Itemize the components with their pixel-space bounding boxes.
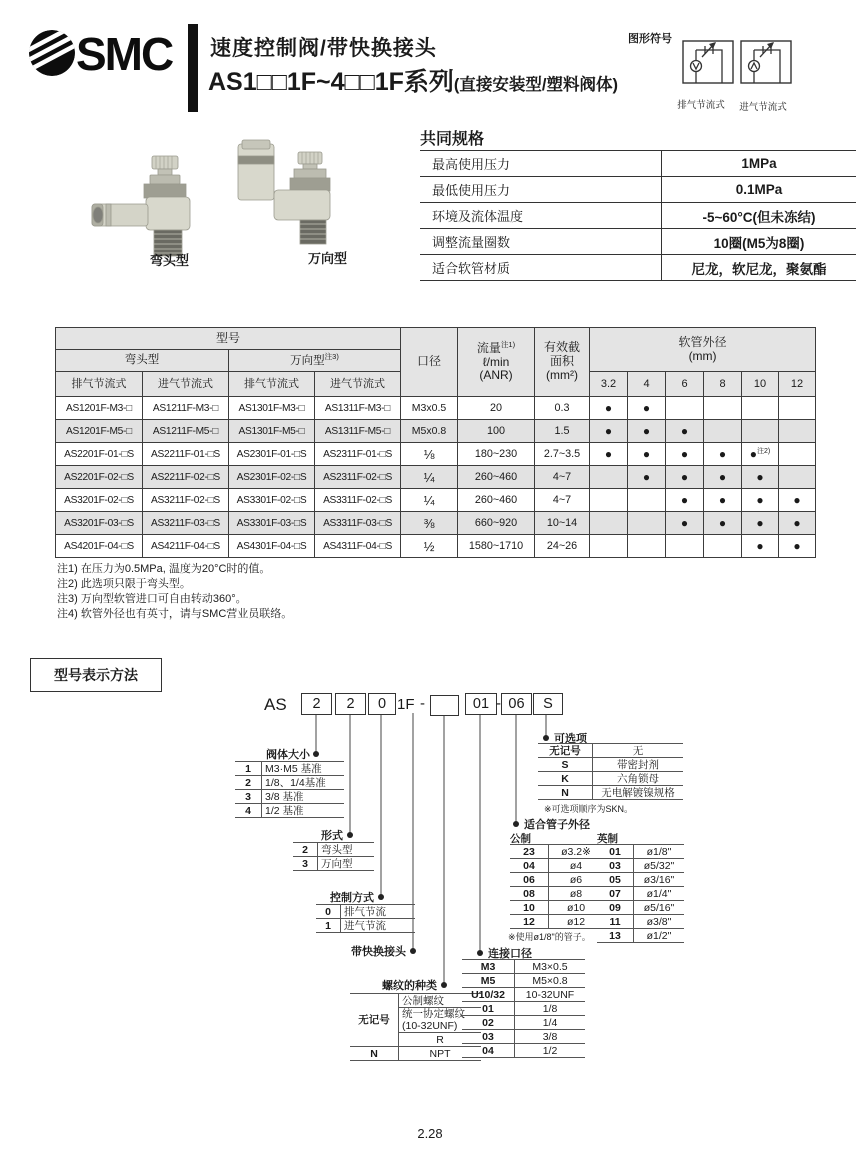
code-box-thread: [430, 695, 459, 716]
options-table: 无记号 无 S 带密封剂 K 六角锁母 N 无电解镀镍规格: [538, 743, 683, 800]
form-table: 2 弯头型 3 万向型: [293, 842, 374, 871]
header-divider-bar: [188, 24, 198, 112]
series-title-line: [208, 62, 618, 98]
model-header: 型号: [56, 328, 401, 350]
exhaust-symbol-caption: 排气节流式: [677, 100, 725, 111]
table-row: AS1201F-M5-□ AS1211F-M5-□ AS1301F-M5-□ AS1311F-M5-□ M5x0.8 100 1.5 ● ● ●: [56, 420, 816, 443]
spec-label: 环境及流体温度: [420, 203, 662, 229]
code-dash: -: [496, 695, 501, 712]
footnote: 注1) 在压力为0.5MPa, 温度为20°C时的值。: [57, 563, 271, 575]
size-col-header: 10: [742, 372, 779, 397]
model-selection-table: [55, 327, 816, 558]
universal-photo-caption: 万向型: [308, 251, 348, 266]
common-specs-title: 共同规格: [420, 131, 485, 148]
footnotes: [57, 562, 292, 622]
supply-throttle-symbol-icon: [740, 40, 792, 90]
spec-value: -5~60°C(但未冻结): [662, 203, 857, 229]
universal-type-header: 万向型$^{注3)}$: [229, 350, 401, 372]
size-col-header: 3.2: [590, 372, 628, 397]
tube-od-label: 适合管子外径: [524, 819, 590, 831]
code-prefix: AS: [264, 695, 287, 714]
code-mid: 1F: [397, 696, 415, 713]
supply-col-header: 进气节流式: [143, 372, 229, 397]
spec-label: 最低使用压力: [420, 177, 662, 203]
quick-fitting-label: 带快换接头: [351, 946, 406, 958]
options-label: 可选项: [554, 733, 587, 745]
leader-lines: [0, 658, 860, 1136]
metric-sublabel: 公制: [510, 833, 531, 845]
thread-type-table: 无记号 公制螺纹 统一协定螺纹 (10-32UNF) R N NPT: [350, 993, 481, 1061]
spec-row: [420, 177, 856, 203]
table-row: AS1201F-M3-□ AS1211F-M3-□ AS1301F-M3-□ AS1311F-M3-□ M3x0.5 20 0.3 ● ●: [56, 397, 816, 420]
body-size-table: 1 M3·M5 基准 2 1/8、1/4基准 3 3/8 基准 4 1/2 基准: [235, 761, 344, 818]
spec-value: 10圈(M5为8圈): [662, 229, 857, 255]
table-row: AS2201F-01-□S AS2211F-01-□S AS2301F-01-□S AS2311F-01-□S ⅛ 180~230 2.7~3.5 ● ● ● ● ●$^{注2)}$: [56, 443, 816, 466]
footnote: 注4) 软管外径也有英寸，请与SMC营业员联络。: [57, 608, 293, 620]
body-size-label: 阀体大小: [266, 749, 310, 761]
size-col-header: 8: [704, 372, 742, 397]
exhaust-throttle-symbol-icon: [682, 40, 734, 90]
tube-od-header: 软管外径 (mm): [590, 328, 816, 372]
port-size-header: 口径: [401, 328, 458, 397]
page-title: 速度控制阀/带快换接头: [210, 37, 437, 60]
control-table: 0 排气节流 1 进气节流: [316, 904, 415, 933]
series-title: AS1□□1F~4□□1F系列: [208, 68, 454, 96]
spec-row: [420, 203, 856, 229]
code-box-tube: 06: [501, 693, 532, 715]
supply-symbol-caption: 进气节流式: [739, 102, 787, 113]
spec-label: 调整流量圈数: [420, 229, 662, 255]
page-number: 2.28: [417, 1126, 443, 1141]
metric-tube-table: 23 ø3.2※ 04 ø4 06 ø6 08 ø8 10 ø10 12 ø12: [510, 844, 603, 929]
universal-valve-photo: [222, 138, 352, 256]
form-label: 形式: [321, 830, 343, 842]
elbow-photo-caption: 弯头型: [150, 253, 190, 268]
flow-header: 流量$^{注1)}$ ℓ/min (ANR): [458, 328, 535, 397]
code-box-port: 01: [465, 693, 497, 715]
exhaust-col-header: 排气节流式: [56, 372, 143, 397]
table-row: AS3201F-03-□S AS3211F-03-□S AS3301F-03-□S AS3311F-03-□S ⅜ 660~920 10~14 ● ● ● ●: [56, 512, 816, 535]
code-box-option: S: [533, 693, 563, 715]
spec-label: 适合软管材质: [420, 255, 662, 281]
brand-text: SMC: [76, 28, 173, 80]
model-designation-diagram: [0, 658, 860, 1136]
size-col-header: 12: [779, 372, 816, 397]
spec-value: 0.1MPa: [662, 177, 857, 203]
elbow-valve-photo: [62, 152, 222, 262]
connection-port-label: 连接口径: [488, 948, 532, 960]
code-dash: -: [420, 695, 425, 712]
spec-label: 最高使用压力: [420, 151, 662, 177]
smc-logo: [26, 24, 196, 82]
spec-value: 1MPa: [662, 151, 857, 177]
dot-note: 注2): [757, 448, 771, 455]
supply-col-header: 进气节流式: [315, 372, 401, 397]
metric-tube-note: ※使用ø1/8"的管子。: [508, 932, 591, 942]
code-box-control: 0: [368, 693, 396, 715]
size-col-header: 6: [666, 372, 704, 397]
control-label: 控制方式: [330, 892, 374, 904]
options-note: ※可选项顺序为SKN。: [544, 804, 634, 814]
spec-row: [420, 151, 856, 177]
spec-value: 尼龙，软尼龙，聚氨酯: [662, 255, 857, 281]
common-specs-table: [420, 150, 856, 281]
table-row: AS4201F-04-□S AS4211F-04-□S AS4301F-04-□S AS4311F-04-□S ½ 1580~1710 24~26 ● ●: [56, 535, 816, 558]
table-row: AS2201F-02-□S AS2211F-02-□S AS2301F-02-□S AS2311F-02-□S ¼ 260~460 4~7 ● ● ● ●: [56, 466, 816, 489]
spec-row: [420, 255, 856, 281]
footnote: 注2) 此选项只限于弯头型。: [57, 578, 191, 590]
footnote: 注3) 万向型软管进口可自由转动360°。: [57, 593, 247, 605]
code-box-body-size: 2: [301, 693, 332, 715]
effective-area-header: 有效截 面积 (mm²): [535, 328, 590, 397]
thread-type-label: 螺纹的种类: [382, 980, 437, 992]
size-col-header: 4: [628, 372, 666, 397]
graphic-symbols-label: 图形符号: [628, 33, 672, 45]
designation-title: 型号表示方法: [30, 658, 162, 692]
spec-row: [420, 229, 856, 255]
elbow-type-header: 弯头型: [56, 350, 229, 372]
inch-tube-table: 01 ø1/8" 03 ø5/32" 05 ø3/16" 07 ø1/4" 09 ø5/16" 11 ø3/8" 13 ø1/2": [597, 844, 684, 943]
table-row: AS3201F-02-□S AS3211F-02-□S AS3301F-02-□S AS3311F-02-□S ¼ 260~460 4~7 ● ● ● ●: [56, 489, 816, 512]
connection-port-table: M3 M3×0.5 M5 M5×0.8 U10/32 10-32UNF 01 1/8 02 1/4 03 3/8 04 1/2: [462, 959, 585, 1058]
series-subtitle: (直接安装型/塑料阀体): [453, 76, 618, 94]
exhaust-col-header: 排气节流式: [229, 372, 315, 397]
code-box-form: 2: [335, 693, 366, 715]
inch-sublabel: 英制: [597, 833, 618, 845]
